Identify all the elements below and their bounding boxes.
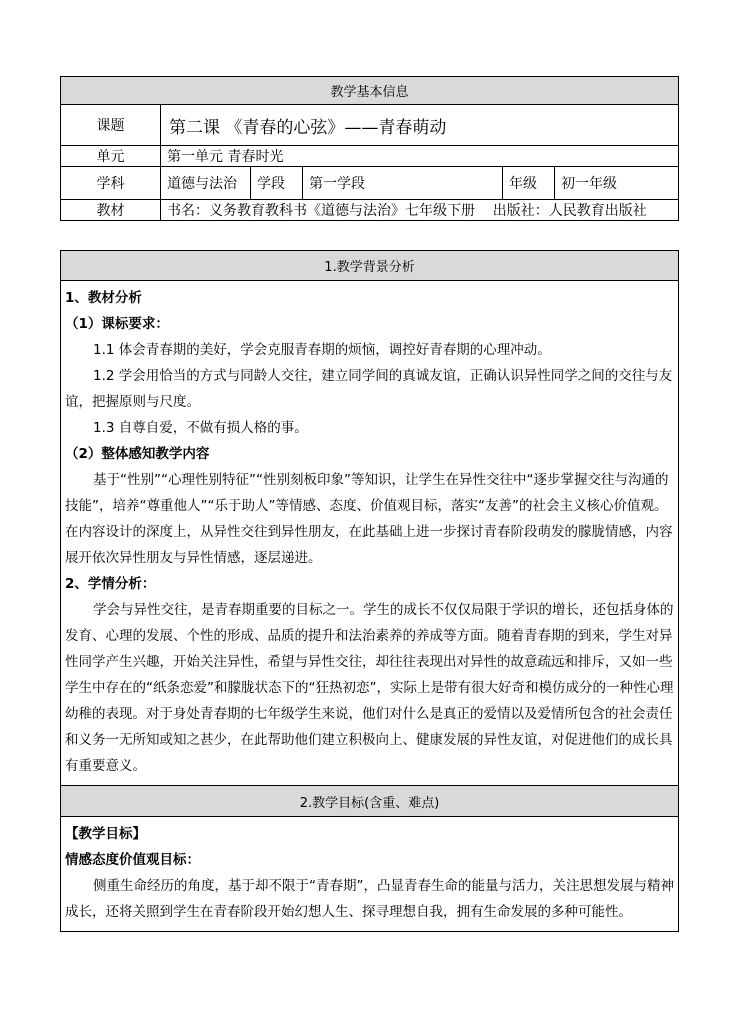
overall-content-title: （2）整体感知教学内容	[65, 446, 210, 462]
stage-label: 学段	[251, 167, 303, 200]
teaching-goals-title: 【教学目标】	[65, 826, 146, 842]
background-analysis-body	[61, 281, 679, 786]
teaching-goals-body	[61, 817, 679, 932]
topic-label: 课题	[61, 105, 161, 146]
subject-label: 学科	[61, 167, 161, 200]
student-analysis-paragraph: 学会与异性交往，是青春期重要的目标之一。学生的成长不仅仅局限于学识的增长，还包括身体的发育、心理的发展、个性的形成、品质的提升和法治素养的养成等方面。随着青春期的到来，学生对异性同学产生兴趣，开始关注异性，希望与异性交往，却往往表现出对异性的故意疏远和排斥，又如一些学生中存在的“纸条恋爱”和朦胧状态下的“狂热初恋”，实际上是带有很大好奇和模仿成分的一种性心理幼稚的表现。对于身处青春期的七年级学生来说，他们对什么是真正的爱情以及爱情所包含的社会责任和义务一无所知或知之甚少，在此帮助他们建立积极向上、健康发展的异性友谊，对促进他们的成长具有重要意义。	[65, 602, 674, 774]
student-analysis-title: 2、学情分析：	[65, 576, 156, 592]
grade-value: 初一年级	[555, 167, 679, 200]
teaching-goals-header: 2.教学目标(含重、难点)	[61, 786, 679, 817]
subject-value: 道德与法治	[161, 167, 251, 200]
curriculum-requirements-title: （1）课标要求：	[65, 316, 169, 332]
emotion-goal-paragraph: 侧重生命经历的角度，基于却不限于“青春期”，凸显青春生命的能量与活力，关注思想发展与精神成长，还将关照到学生在青春阶段开始幻想人生、探寻理想自我，拥有生命发展的多种可能性。	[65, 878, 674, 920]
teaching-content-table	[60, 250, 679, 932]
textbook-label: 教材	[61, 200, 161, 221]
stage-value: 第一学段	[303, 167, 503, 200]
requirement-1-1: 1.1 体会青春期的美好，学会克服青春期的烦恼，调控好青春期的心理冲动。	[93, 342, 551, 358]
unit-label: 单元	[61, 146, 161, 167]
requirement-1-2: 1.2 学会用恰当的方式与同龄人交往，建立同学间的真诚友谊，正确认识异性同学之间的交往与友谊，把握原则与尺度。	[65, 368, 673, 410]
grade-label: 年级	[503, 167, 555, 200]
background-analysis-header: 1.教学背景分析	[61, 251, 679, 281]
basic-info-table	[60, 76, 679, 221]
basic-info-header: 教学基本信息	[61, 77, 679, 105]
unit-value: 第一单元 青春时光	[161, 146, 679, 167]
overall-content-paragraph: 基于“性别”“心理性别特征”“性别刻板印象”等知识，让学生在异性交往中“逐步掌握交往与沟通的技能”，培养“尊重他人”“乐于助人”等情感、态度、价值观目标，落实“友善”的社会主义核心价值观。在内容设计的深度上，从异性交往到异性朋友，在此基础上进一步探讨青春阶段萌发的朦胧情感，内容展开依次异性朋友与异性情感，逐层递进。	[65, 472, 673, 566]
topic-value: 第二课 《青春的心弦》——青春萌动	[161, 105, 679, 146]
emotion-attitude-values-title: 情感态度价值观目标：	[65, 852, 200, 868]
textbook-analysis-title: 1、教材分析	[65, 290, 142, 306]
textbook-value: 书名：义务教育教科书《道德与法治》七年级下册 出版社：人民教育出版社	[161, 200, 679, 221]
requirement-1-3: 1.3 自尊自爱，不做有损人格的事。	[93, 420, 308, 436]
